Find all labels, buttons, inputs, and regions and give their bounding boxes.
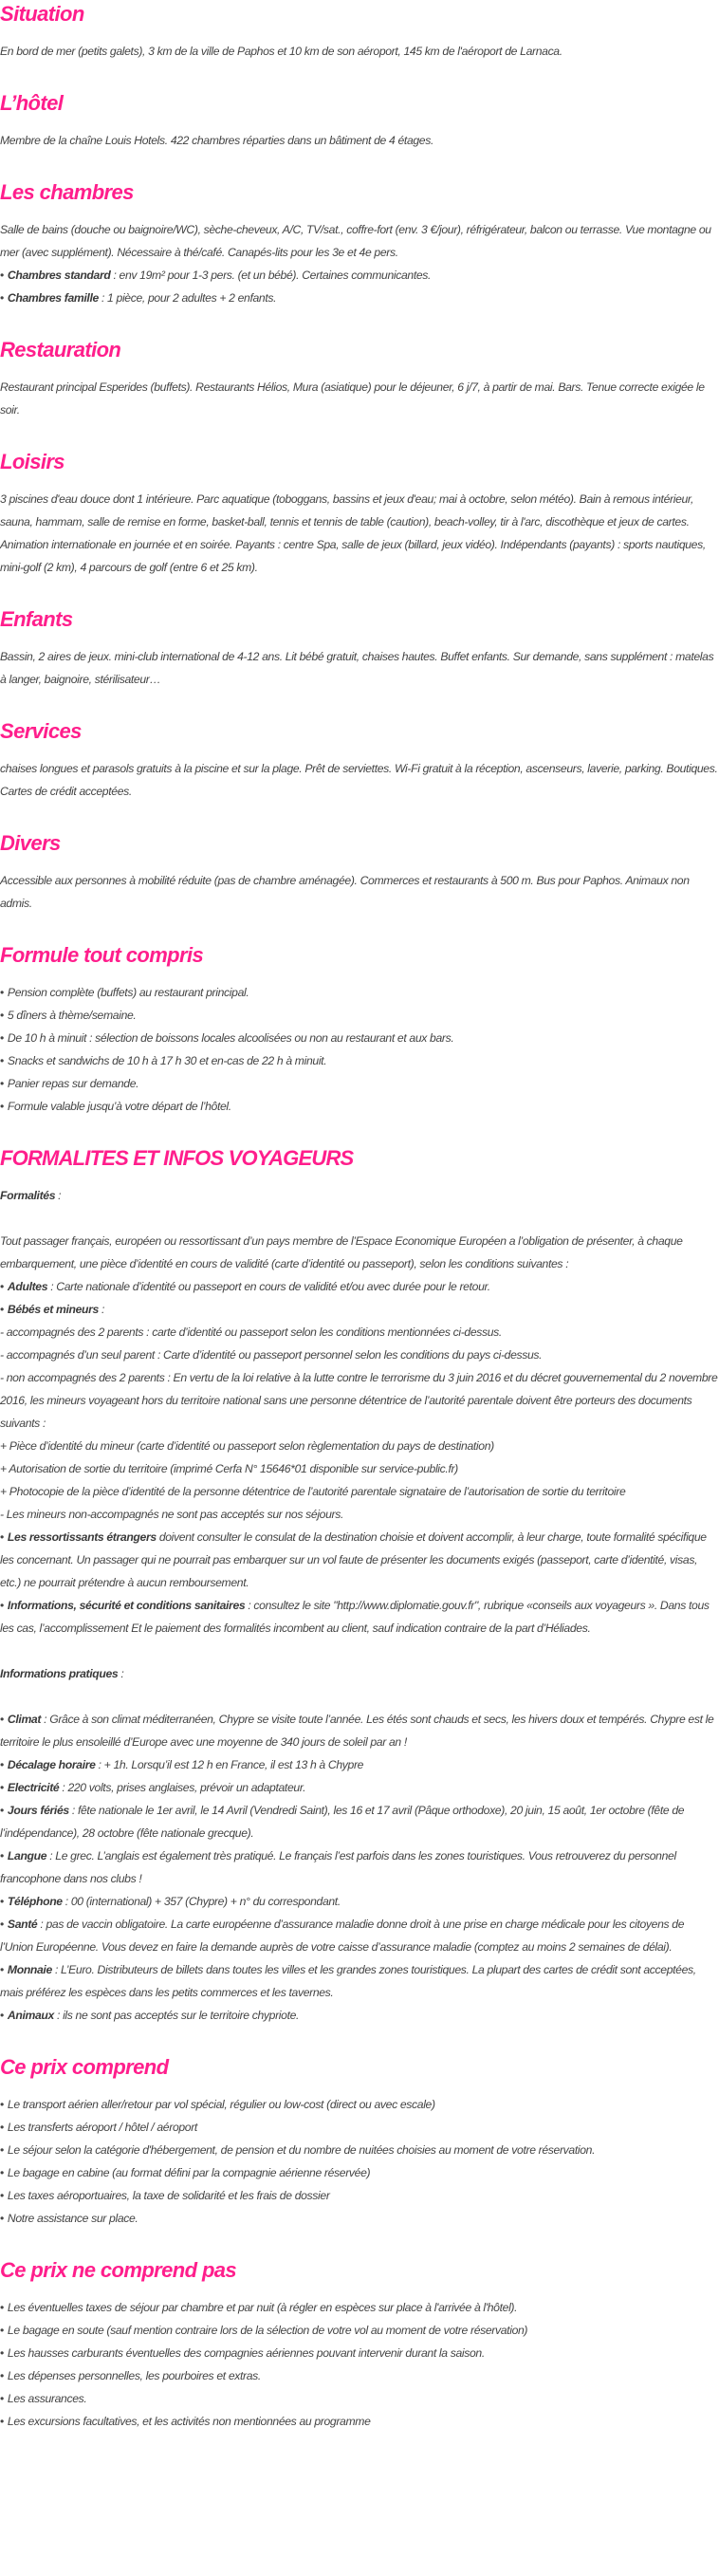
list-item: • Les assurances. — [0, 2387, 719, 2410]
section-text: En bord de mer (petits galets), 3 km de la ville de Paphos et 10 km de son aéroport, 145 km de l'aéroport de Larnaca. — [0, 45, 562, 58]
list-item: • Chambres famille : 1 pièce, pour 2 adultes + 2 enfants. — [0, 287, 719, 309]
list-item: • Les hausses carburants éventuelles des compagnies aériennes pouvant intervenir durant la saison. — [0, 2342, 719, 2364]
list-item-climat: • Climat : Grâce à son climat méditerranéen, Chypre se visite toute l’année. Les étés sont chauds et secs, les hivers doux et tempérés. Chypre est le territoire le plus ensoleillé d’Europe avec une moyenne de 340 jours de soleil par an ! — [0, 1708, 719, 1753]
section-title: Les chambres — [0, 180, 134, 204]
section-prix-comprend — [0, 2053, 719, 2230]
section-text: Bassin, 2 aires de jeux. mini-club international de 4-12 ans. Lit bébé gratuit, chaises hautes. Buffet enfants. Sur demande, sans supplément : matelas à langer, baignoire, stérilisateur… — [0, 650, 714, 686]
section-formalites — [0, 1144, 719, 2027]
mineurs-line: + Pièce d’identité du mineur (carte d’identité ou passeport selon règlementation du pays de destination) — [0, 1439, 494, 1453]
list-item: • Formule valable jusqu’à votre départ de l’hôtel. — [0, 1095, 719, 1118]
section-text: chaises longues et parasols gratuits à la piscine et sur la plage. Prêt de serviettes. Wi-Fi gratuit à la réception, ascenseurs, laverie, parking. Boutiques. Cartes de crédit acceptées. — [0, 762, 718, 798]
mineurs-line: - accompagnés d’un seul parent : Carte d’identité ou passeport personnel selon les conditions du pays ci-dessus. — [0, 1348, 543, 1362]
list-item: • Le bagage en soute (sauf mention contraire lors de la sélection de votre vol au moment de votre réservation) — [0, 2319, 719, 2342]
section-loisirs — [0, 448, 719, 579]
list-item: • Le séjour selon la catégorie d'hébergement, de pension et du nombre de nuitées choisies au moment de votre réservation. — [0, 2139, 719, 2161]
list-item-adultes: • Adultes : Carte nationale d’identité ou passeport en cours de validité et/ou avec durée pour le retour. — [0, 1275, 719, 1298]
list-item-electricite: • Electricité : 220 volts, prises anglaises, prévoir un adaptateur. — [0, 1776, 719, 1799]
formalites-intro: Tout passager français, européen ou ressortissant d’un pays membre de l’Espace Economique Européen a l’obligation de présenter, à chaque embarquement, une pièce d’identité en cours de validité (carte d’identité ou passeport), selon les conditions suivantes : — [0, 1234, 683, 1270]
list-item: • Les excursions facultatives, et les activités non mentionnées au programme — [0, 2410, 719, 2433]
section-title: Ce prix ne comprend pas — [0, 2258, 237, 2282]
list-item-etrangers: • Les ressortissants étrangers doivent consulter le consulat de la destination choisie et doivent accomplir, à leur charge, toute formalité spécifique les concernant. Un passager qui ne pourrait pas embarquer sur un vol faute de présenter les documents exigés (passeport, carte d’identité, visas, etc.) ne pourrait prétendre à aucun remboursement. — [0, 1526, 719, 1594]
list-item-telephone: • Téléphone : 00 (international) + 357 (Chypre) + n° du correspondant. — [0, 1890, 719, 1913]
section-text: 3 piscines d'eau douce dont 1 intérieure. Parc aquatique (toboggans, bassins et jeux d'eau; mai à octobre, selon météo). Bain à remous intérieur, sauna, hammam, salle de remise en forme, basket-ball, tennis et tennis de table (caution), beach-volley, tir à l'arc, discothèque et jeux de cartes. Animation internationale en journée et en soirée. Payants : centre Spa, salle de jeux (billard, jeux vidéo). Indépendants (payants) : sports nautiques, mini-golf (2 km), 4 parcours de golf (entre 6 et 25 km). — [0, 492, 706, 574]
list-item: • Les éventuelles taxes de séjour par chambre et par nuit (à régler en espèces sur place à l'arrivée à l'hôtel). — [0, 2296, 719, 2319]
list-item: • 5 dîners à thème/semaine. — [0, 1004, 719, 1027]
list-item-animaux: • Animaux : ils ne sont pas acceptés sur le territoire chypriote. — [0, 2004, 719, 2027]
list-item-securite: • Informations, sécurité et conditions sanitaires : consultez le site "http://www.diplomatie.gouv.fr", rubrique «conseils aux voyageurs ». Dans tous les cas, l’accomplissement Et le paiement des formalités incombent au client, sauf indication contraire de la part d’Héliades. — [0, 1594, 719, 1640]
section-title: Divers — [0, 831, 61, 855]
list-item: • Snacks et sandwichs de 10 h à 17 h 30 et en-cas de 22 h à minuit. — [0, 1049, 719, 1072]
section-divers — [0, 829, 719, 915]
section-enfants — [0, 605, 719, 691]
list-item: • Le transport aérien aller/retour par vol spécial, régulier ou low-cost (direct ou avec escale) — [0, 2093, 719, 2116]
section-situation — [0, 0, 719, 63]
section-restauration — [0, 336, 719, 421]
section-title: Situation — [0, 2, 84, 26]
list-item: • Pension complète (buffets) au restaurant principal. — [0, 981, 719, 1004]
list-item: • Le bagage en cabine (au format défini par la compagnie aérienne réservée) — [0, 2161, 719, 2184]
list-item-langue: • Langue : Le grec. L’anglais est également très pratiqué. Le français l’est parfois dans les zones touristiques. Vous retrouverez du personnel francophone dans nos clubs ! — [0, 1844, 719, 1890]
section-text: Membre de la chaîne Louis Hotels. 422 chambres réparties dans un bâtiment de 4 étages. — [0, 134, 434, 147]
section-title: Formule tout compris — [0, 943, 204, 967]
section-services — [0, 717, 719, 803]
list-item: • Les transferts aéroport / hôtel / aéroport — [0, 2116, 719, 2139]
formalites-subheading: Formalités : — [0, 1189, 62, 1202]
section-title: Ce prix comprend — [0, 2055, 169, 2079]
section-chambres — [0, 178, 719, 309]
mineurs-line: + Autorisation de sortie du territoire (imprimé Cerfa N° 15646*01 disponible sur service-public.fr) — [0, 1462, 458, 1475]
section-title: Services — [0, 719, 82, 743]
list-item: • Les taxes aéroportuaires, la taxe de solidarité et les frais de dossier — [0, 2184, 719, 2207]
section-text: Salle de bains (douche ou baignoire/WC), sèche-cheveux, A/C, TV/sat., coffre-fort (env. 3 €/jour), réfrigérateur, balcon ou terrasse. Vue montagne ou mer (avec supplément). Nécessaire à thé/café. Canapés-lits pour les 3e et 4e pers. — [0, 223, 711, 259]
mineurs-line: - non accompagnés des 2 parents : En vertu de la loi relative à la lutte contre le terrorisme du 3 juin 2016 et du décret gouvernemental du 2 novembre 2016, les mineurs voyageant hors du territoire national sans une personne détentrice de l’autorité parentale doivent être porteurs des documents suivants : — [0, 1371, 718, 1430]
list-item: • Chambres standard : env 19m² pour 1-3 pers. (et un bébé). Certaines communicantes. — [0, 264, 719, 287]
list-item-sante: • Santé : pas de vaccin obligatoire. La carte européenne d’assurance maladie donne droit à une prise en charge médicale pour les citoyens de l’Union Européenne. Vous devez en faire la demande auprès de votre caisse d’assurance maladie (comptez au moins 2 semaines de délai). — [0, 1913, 719, 1958]
mineurs-line: - accompagnés des 2 parents : carte d’identité ou passeport selon les conditions mentionnées ci-dessus. — [0, 1325, 502, 1339]
item-text: 1 pièce, pour 2 adultes + 2 enfants. — [107, 291, 277, 305]
list-item-decalage: • Décalage horaire : + 1h. Lorsqu’il est 12 h en France, il est 13 h à Chypre — [0, 1753, 719, 1776]
list-item: • Panier repas sur demande. — [0, 1072, 719, 1095]
list-item-bebes: • Bébés et mineurs : — [0, 1298, 719, 1321]
list-item-monnaie: • Monnaie : L’Euro. Distributeurs de billets dans toutes les villes et les grandes zones touristiques. La plupart des cartes de crédit sont acceptées, mais préférez les espèces dans les petits commerces et les tavernes. — [0, 1958, 719, 2004]
section-title: L’hôtel — [0, 91, 64, 115]
list-item: • Les dépenses personnelles, les pourboires et extras. — [0, 2364, 719, 2387]
section-text: Accessible aux personnes à mobilité réduite (pas de chambre aménagée). Commerces et restaurants à 500 m. Bus pour Paphos. Animaux non admis. — [0, 874, 690, 910]
list-item: • Notre assistance sur place. — [0, 2207, 719, 2230]
section-title: Restauration — [0, 338, 121, 361]
section-title: FORMALITES ET INFOS VOYAGEURS — [0, 1146, 354, 1170]
section-title: Loisirs — [0, 450, 65, 473]
item-label: Chambres standard — [7, 269, 111, 282]
section-tout-compris — [0, 941, 719, 1118]
item-text: env 19m² pour 1-3 pers. (et un bébé). Certaines communicantes. — [119, 269, 432, 282]
pratiques-subheading: Informations pratiques : — [0, 1667, 124, 1680]
section-title: Enfants — [0, 607, 73, 631]
section-text: Restaurant principal Esperides (buffets). Restaurants Hélios, Mura (asiatique) pour le déjeuner, 6 j/7, à partir de mai. Bars. Tenue correcte exigée le soir. — [0, 380, 705, 417]
mineurs-line: + Photocopie de la pièce d’identité de la personne détentrice de l’autorité parentale signataire de l’autorisation de sortie du territoire — [0, 1485, 626, 1498]
mineurs-line: - Les mineurs non-accompagnés ne sont pas acceptés sur nos séjours. — [0, 1508, 344, 1521]
list-item: • De 10 h à minuit : sélection de boissons locales alcoolisées ou non au restaurant et aux bars. — [0, 1027, 719, 1049]
item-label: Chambres famille — [7, 291, 99, 305]
section-hotel — [0, 89, 719, 152]
section-prix-ne-comprend-pas — [0, 2256, 719, 2433]
list-item-jours-feries: • Jours fériés : fête nationale le 1er avril, le 14 Avril (Vendredi Saint), les 16 et 17 avril (Pâque orthodoxe), 20 juin, 15 août, 1er octobre (fête de l’indépendance), 28 octobre (fête nationale grecque). — [0, 1799, 719, 1844]
